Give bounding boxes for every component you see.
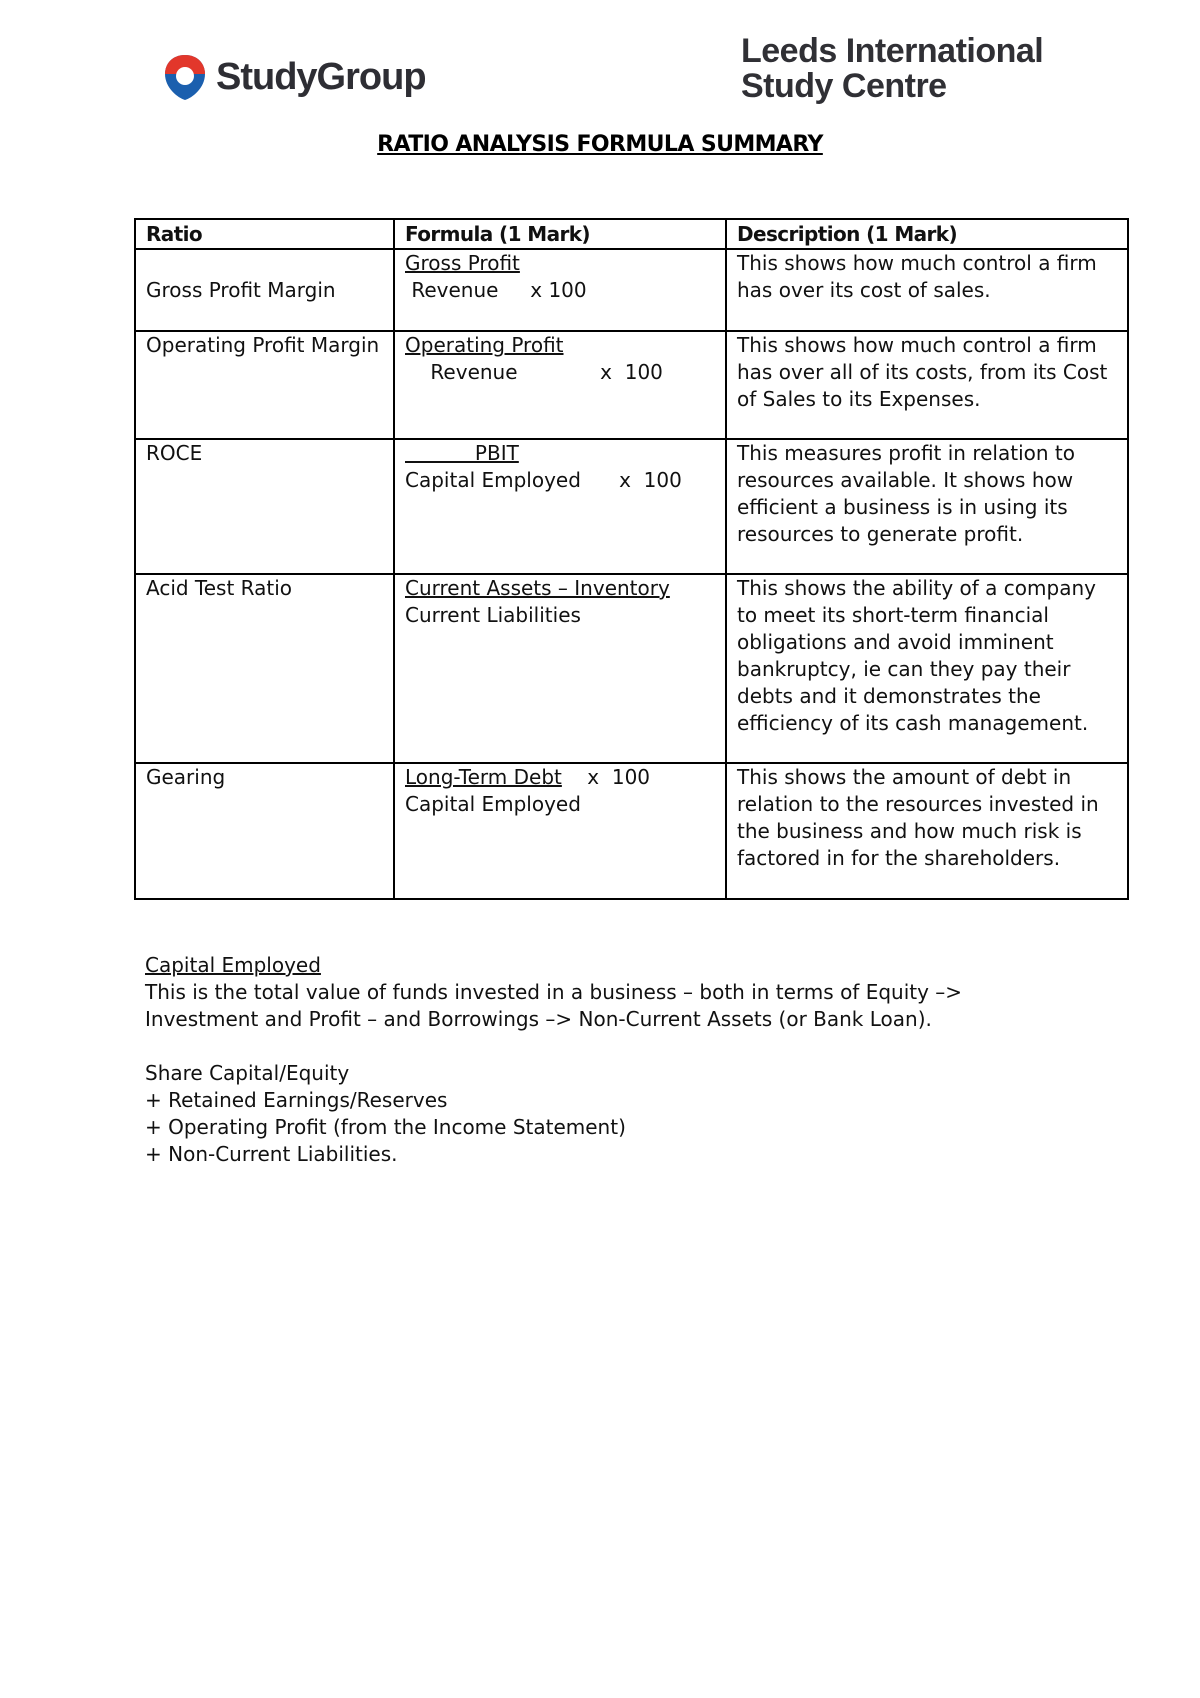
studygroup-emblem-icon [162,52,208,102]
formula-denominator: Revenue x 100 [405,360,663,384]
capital-employed-heading: Capital Employed [145,953,321,977]
ratio-name: Gross Profit Margin [146,278,336,302]
table-row [135,574,1128,763]
ratio-name-cell: Acid Test Ratio [135,574,394,763]
formula-cell [394,439,726,574]
description-cell: This measures profit in relation to resources available. It shows how efficient a business is in using its resources to generate profit. [726,439,1128,574]
formula-numerator: Gross Profit [405,251,520,275]
table-row [135,439,1128,574]
description-cell: This shows the amount of debt in relation to the resources invested in the business and how much risk is factored in for the shareholders. [726,763,1128,899]
formula-denominator: Current Liabilities [405,603,581,627]
studygroup-wordmark: StudyGroup [216,55,426,98]
formula-denominator: Revenue x 100 [405,278,587,302]
formula-numerator: PBIT [405,441,519,465]
column-header-ratio: Ratio [135,219,394,249]
capital-employed-definition-line2: Investment and Profit – and Borrowings –> Non-Current Assets (or Bank Loan). [145,1007,932,1031]
formula-multiplier: x 100 [561,765,651,789]
ratio-name-cell: Gearing [135,763,394,899]
table-row [135,763,1128,899]
table-header-row [135,219,1128,249]
formula-denominator: Capital Employed x 100 [405,468,682,492]
column-header-formula: Formula (1 Mark) [394,219,726,249]
leeds-logo-line1: Leeds International [741,32,1044,70]
component-item: + Operating Profit (from the Income Statement) [145,1115,626,1139]
formula-cell [394,331,726,439]
formula-cell [394,763,726,899]
description-cell: This shows how much control a firm has over its cost of sales. [726,249,1128,331]
description-cell: This shows the ability of a company to meet its short-term financial obligations and avoid imminent bankruptcy, ie can they pay their debts and it demonstrates the efficiency of its cash management. [726,574,1128,763]
component-item: + Retained Earnings/Reserves [145,1088,448,1112]
formula-numerator: Long-Term Debt [405,765,562,789]
ratio-formula-table [134,218,1129,900]
formula-numerator: Current Assets – Inventory [405,576,670,600]
ratio-name-cell: ROCE [135,439,394,574]
column-header-description: Description (1 Mark) [726,219,1128,249]
table-row [135,331,1128,439]
table-row [135,249,1128,331]
studygroup-logo [162,52,426,102]
formula-cell [394,574,726,763]
component-item: Share Capital/Equity [145,1061,350,1085]
ratio-name-cell [135,249,394,331]
component-item: + Non-Current Liabilities. [145,1142,398,1166]
formula-cell [394,249,726,331]
description-cell: This shows how much control a firm has over all of its costs, from its Cost of Sales to its Expenses. [726,331,1128,439]
capital-employed-notes [145,952,962,1168]
capital-employed-definition-line1: This is the total value of funds invested in a business – both in terms of Equity –> [145,980,963,1004]
ratio-name-cell: Operating Profit Margin [135,331,394,439]
formula-numerator: Operating Profit [405,333,564,357]
formula-denominator: Capital Employed [405,792,581,816]
page-title: RATIO ANALYSIS FORMULA SUMMARY [377,132,823,157]
leeds-logo-line2: Study Centre [741,67,947,105]
leeds-isc-logo [741,34,1043,104]
